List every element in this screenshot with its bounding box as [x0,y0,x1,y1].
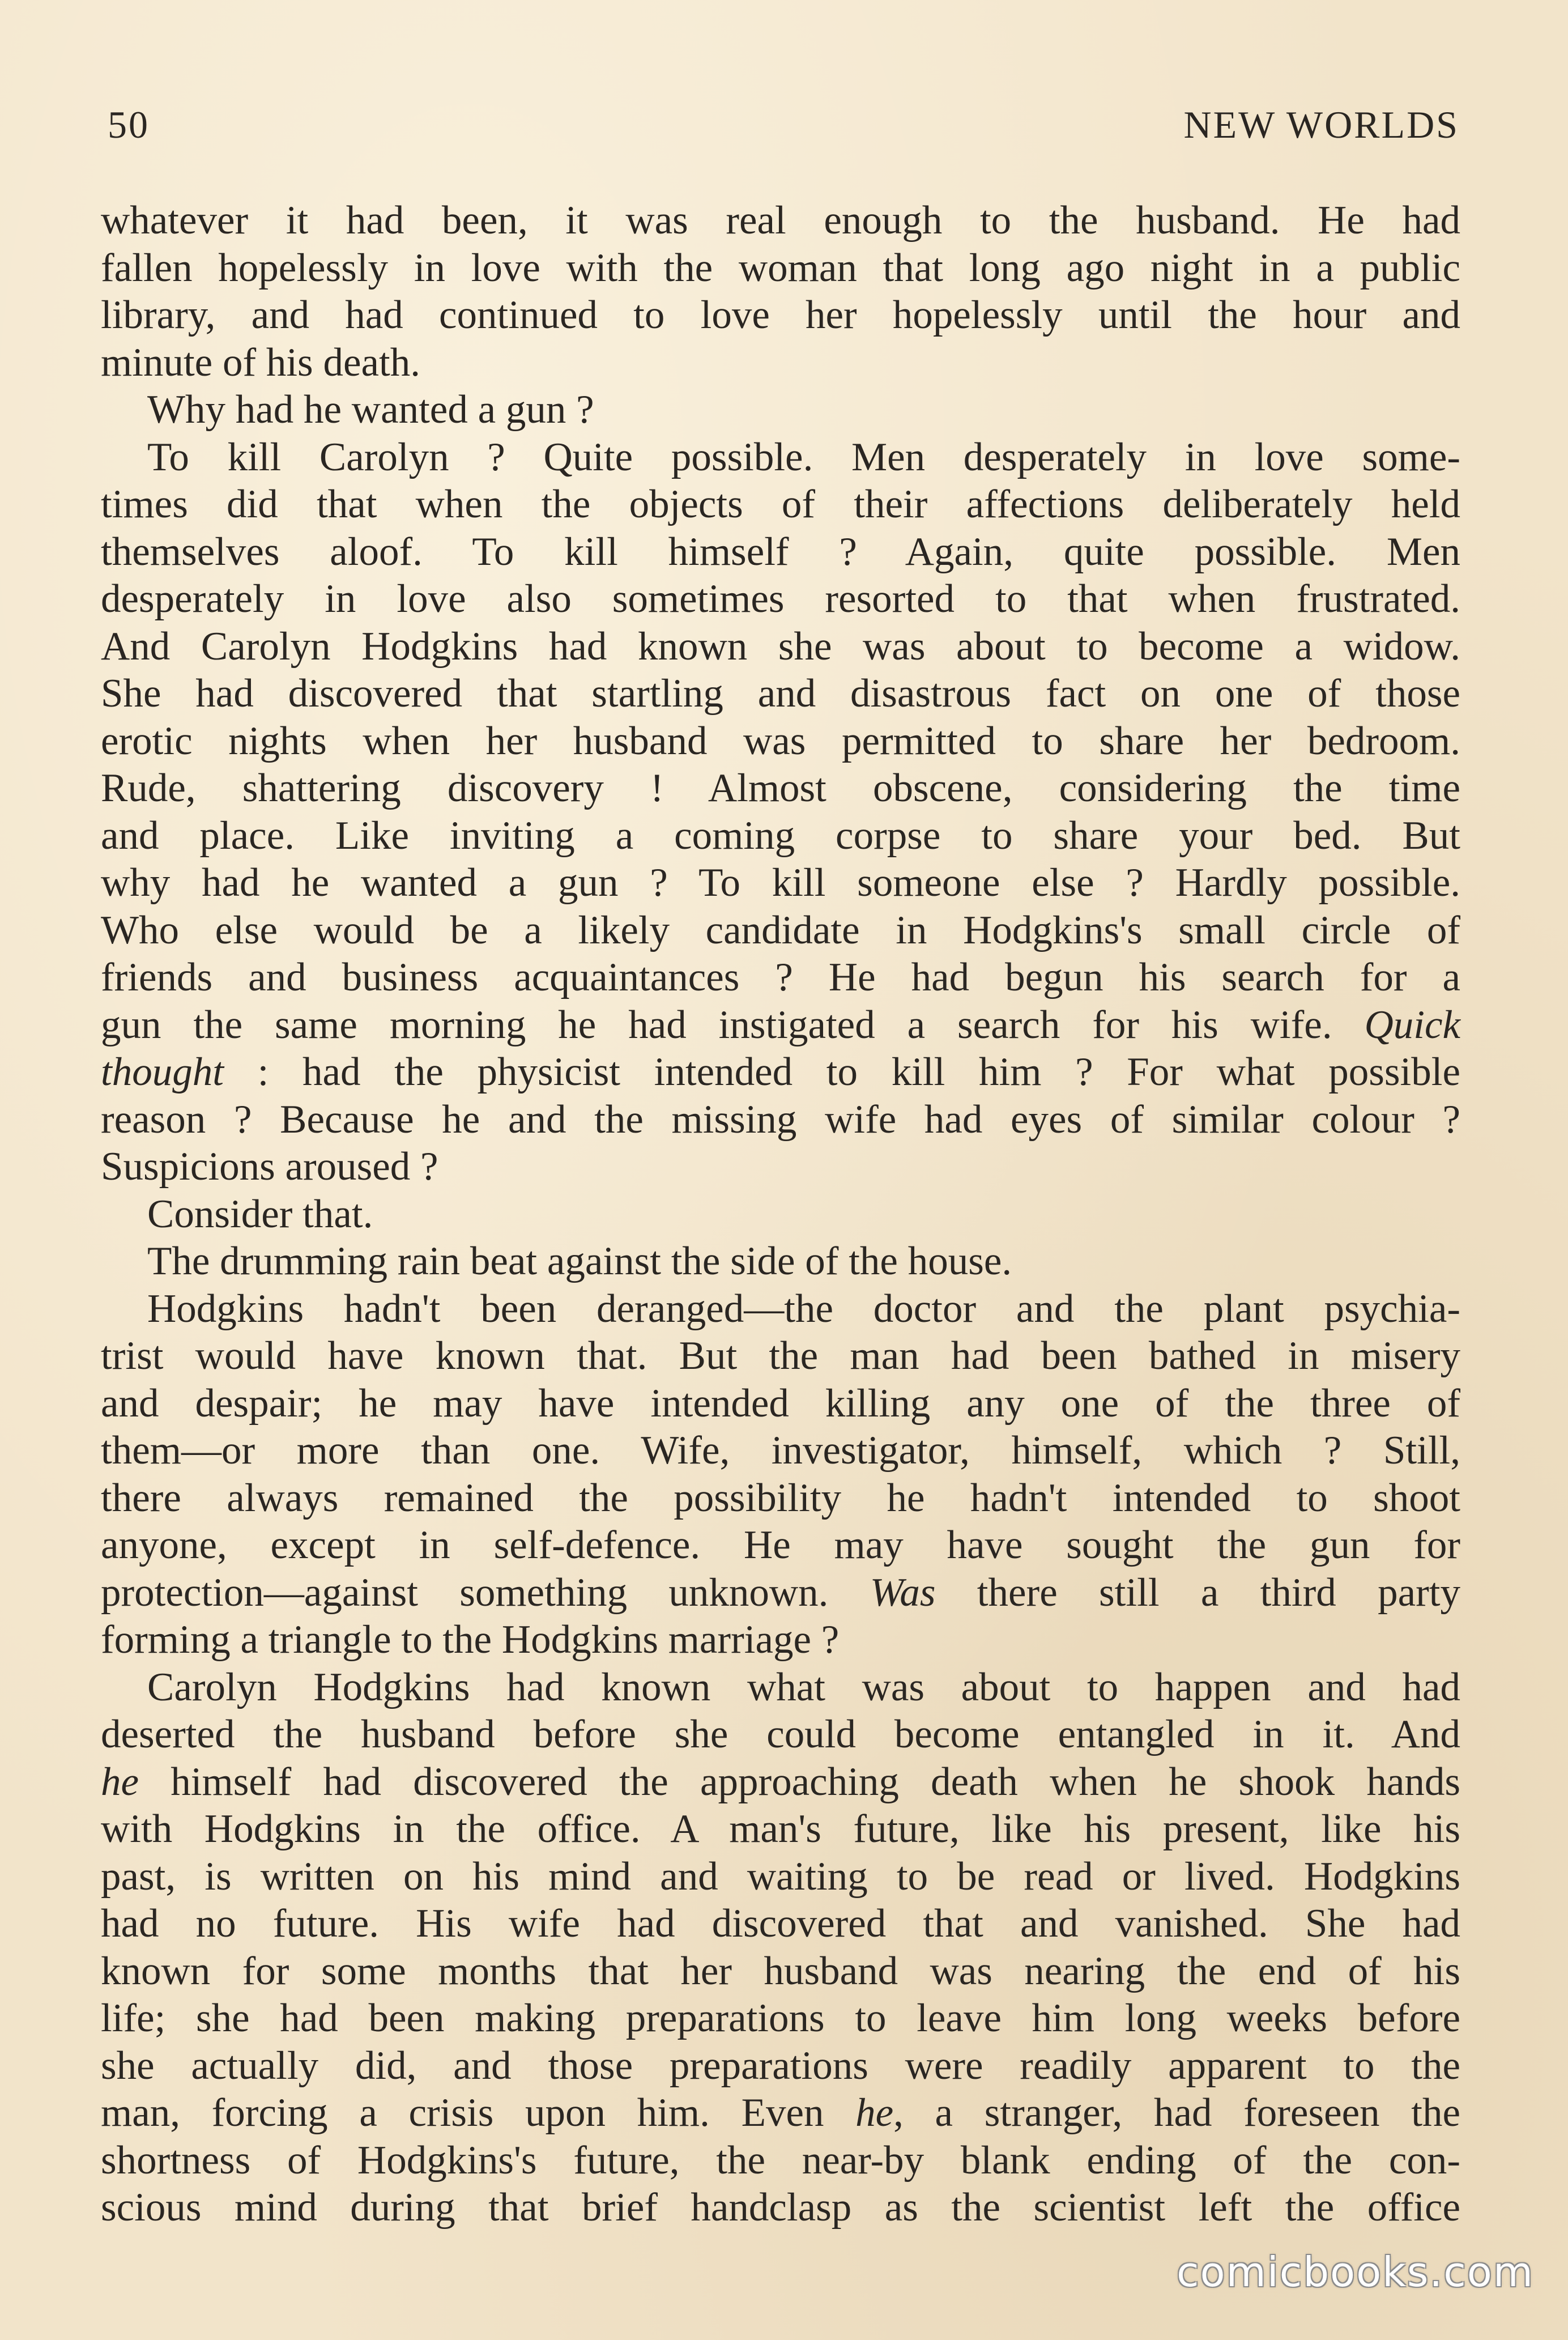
text-line [101,245,1460,292]
text-line [101,860,1460,907]
text-line [101,197,1460,245]
text-run: Who else would be a likely candidate in Hodgkins's small circle of [101,908,1460,952]
text-run: reason ? Because he and the missing wife had eyes of similar colour ? [101,1097,1460,1142]
text-line [101,481,1460,529]
text-run: And Carolyn Hodgkins had known she was about to become a widow. [101,624,1460,669]
text-run: and despair; he may have intended killing any one of the three of [101,1381,1460,1426]
text-line [101,623,1460,671]
text-line [101,339,1460,387]
text-line [101,1333,1460,1380]
text-run: , a stranger, had foreseen the [893,2091,1460,2135]
text-line [101,434,1460,482]
text-run: Carolyn Hodgkins had known what was about to happen and had [147,1665,1460,1709]
text-run: there still a third party [935,1570,1460,1615]
text-run: friends and business acquaintances ? He had begun his search for a [101,955,1460,999]
text-run: man, forcing a crisis upon him. Even [101,2091,856,2135]
text-run: scious mind during that brief handclasp as the scientist left the office [101,2185,1460,2230]
text-line [101,292,1460,339]
text-line [101,1664,1460,1712]
text-run: there always remained the possibility he hadn't intended to shoot [101,1475,1460,1520]
italic-text: Was [870,1570,936,1615]
text-run: them—or more than one. Wife, investigator, himself, which ? Still, [101,1428,1460,1473]
text-run: himself had discovered the approaching death when he shook hands [139,1759,1460,1804]
journal-title: NEW WORLDS [1183,103,1459,146]
text-run: minute of his death. [101,340,420,385]
text-line [101,1002,1460,1049]
text-run: trist would have known that. But the man had been bathed in misery [101,1334,1460,1378]
text-line [101,907,1460,955]
text-run: : had the physicist intended to kill him ? For what possible [223,1050,1460,1094]
text-run: Consider that. [147,1192,373,1236]
text-run: Hodgkins hadn't been deranged—the doctor and the plant psychia- [147,1286,1460,1331]
watermark: comicbooks.com [1176,2248,1534,2296]
text-run: whatever it had been, it was real enough to the husband. He had [101,198,1460,242]
text-line [101,2184,1460,2232]
page-number: 50 [108,103,150,146]
text-run: erotic nights when her husband was permitted to share her bedroom. [101,718,1460,763]
text-run: Suspicions aroused ? [101,1145,438,1189]
text-line [101,1049,1460,1096]
text-run: She had discovered that startling and disastrous fact on one of those [101,671,1460,716]
text-run: To kill Carolyn ? Quite possible. Men desperately in love some- [147,435,1460,479]
text-run: had no future. His wife had discovered that and vanished. She had [101,1901,1460,1946]
text-run: desperately in love also sometimes resorted to that when frustrated. [101,577,1460,621]
text-line [101,1759,1460,1806]
text-run: with Hodgkins in the office. A man's future, like his present, like his [101,1807,1460,1851]
text-line [101,954,1460,1002]
text-line [101,576,1460,623]
text-line [101,1522,1460,1569]
italic-text: thought [101,1050,224,1094]
running-head [108,96,1459,153]
text-run: The drumming rain beat against the side of the house. [147,1239,1012,1283]
text-line [101,765,1460,812]
text-line [101,1475,1460,1522]
text-line [101,1711,1460,1759]
text-line [101,1238,1460,1286]
text-run: Why had he wanted a gun ? [147,388,594,432]
text-line [101,718,1460,765]
text-line [101,1616,1460,1664]
italic-text: Quick [1364,1002,1460,1047]
text-line [101,1096,1460,1144]
text-line [101,1900,1460,1948]
text-run: deserted the husband before she could become entangled in it. And [101,1712,1460,1756]
text-run: anyone, except in self-defence. He may have sought the gun for [101,1523,1460,1567]
text-run: Rude, shattering discovery ! Almost obscene, considering the time [101,766,1460,810]
text-line [101,1948,1460,1996]
italic-text: he [855,2091,894,2135]
text-run: and place. Like inviting a coming corpse to share your bed. But [101,813,1460,858]
text-line [101,2137,1460,2185]
text-line [101,1143,1460,1191]
text-run: she actually did, and those preparations were readily apparent to the [101,2043,1460,2088]
text-line [101,2043,1460,2090]
text-line [101,1853,1460,1901]
text-run: shortness of Hodgkins's future, the near-by blank ending of the con- [101,2138,1460,2182]
text-line [101,1286,1460,1333]
text-run: gun the same morning he had instigated a search for his wife. [101,1002,1365,1047]
text-line [101,1427,1460,1475]
text-line [101,1995,1460,2043]
text-line [101,1569,1460,1617]
text-run: known for some months that her husband was nearing the end of his [101,1948,1460,1993]
text-line [101,2090,1460,2137]
body-text [101,197,1460,2232]
text-run: life; she had been making preparations to leave him long weeks before [101,1996,1460,2040]
text-line [101,529,1460,576]
text-run: protection—against something unknown. [101,1570,870,1615]
text-run: why had he wanted a gun ? To kill someone else ? Hardly possible. [101,861,1460,905]
text-line [101,386,1460,434]
text-run: times did that when the objects of their affections deliberately held [101,482,1460,526]
text-run: library, and had continued to love her hopelessly until the hour and [101,293,1460,337]
text-line [101,1380,1460,1428]
italic-text: he [101,1759,139,1804]
text-run: themselves aloof. To kill himself ? Again, quite possible. Men [101,529,1460,574]
text-line [101,1806,1460,1853]
text-run: fallen hopelessly in love with the woman that long ago night in a public [101,245,1460,290]
text-run: forming a triangle to the Hodgkins marriage ? [101,1618,840,1662]
text-line [101,812,1460,860]
text-run: past, is written on his mind and waiting to be read or lived. Hodgkins [101,1854,1460,1899]
text-line [101,670,1460,718]
text-line [101,1191,1460,1239]
